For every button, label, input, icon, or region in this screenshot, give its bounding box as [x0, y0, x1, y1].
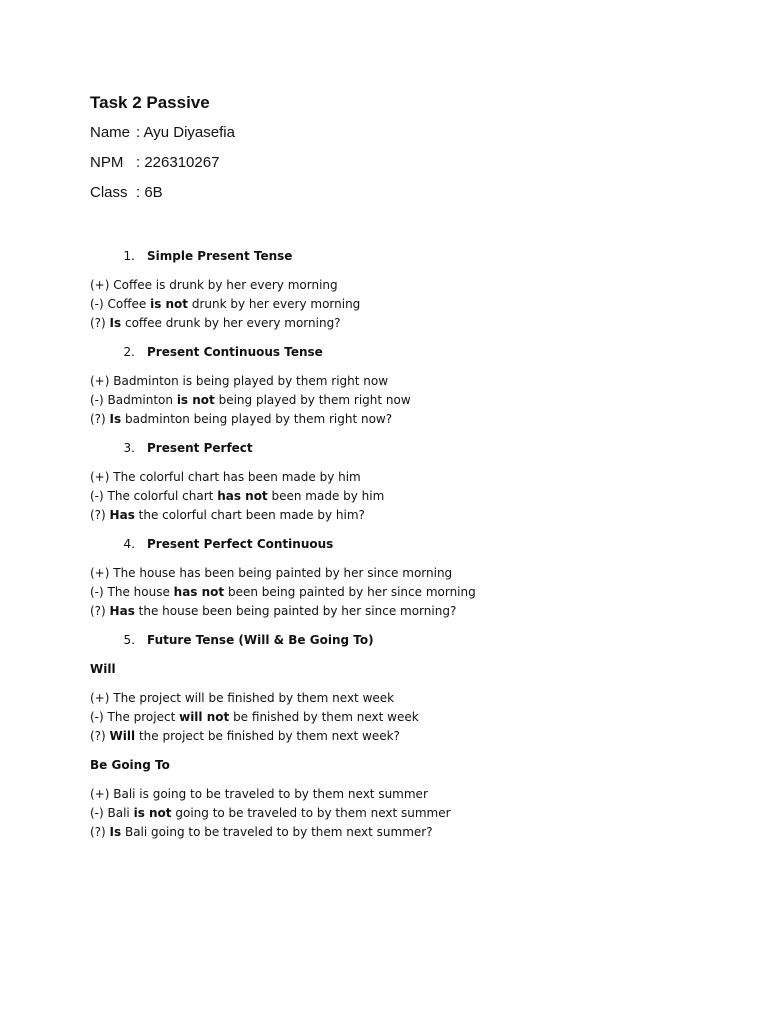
subsection-heading: Be Going To	[90, 758, 170, 772]
sentence-group	[90, 785, 710, 842]
section-number: 5.	[123, 633, 135, 647]
sentence-negative	[90, 708, 710, 727]
sentence-negative	[90, 295, 710, 314]
sentence-text: the house been being painted by her since morning?	[134, 604, 457, 618]
sentence-keyword: Is	[109, 316, 122, 330]
sentence-group	[90, 468, 710, 525]
sentence-text: drunk by her every morning	[188, 297, 361, 311]
section-number: 4.	[123, 537, 135, 551]
sentence-group	[90, 276, 710, 333]
section-title: Present Continuous Tense	[147, 345, 323, 359]
sentence-text: (-) Bali	[90, 806, 134, 820]
sentence-text: going to be traveled to by them next summer	[171, 806, 451, 820]
sentence-text: (+) The project will be finished by them next week	[90, 691, 395, 705]
section-number: 3.	[123, 441, 135, 455]
sentence-positive	[90, 564, 710, 583]
info-npm-row	[90, 153, 710, 173]
sentence-text: (+) Bali is going to be traveled to by them next summer	[90, 787, 428, 801]
sentence-question	[90, 602, 710, 621]
sentence-negative	[90, 804, 710, 823]
name-label: Name	[90, 124, 131, 141]
section-title: Present Perfect	[147, 441, 253, 455]
document-page	[90, 92, 710, 852]
info-name-row	[90, 123, 710, 143]
sentence-keyword: is not	[176, 393, 215, 407]
sentence-text: (?)	[90, 412, 110, 426]
sentence-text: been being painted by her since morning	[224, 585, 476, 599]
sentence-keyword: has not	[173, 585, 225, 599]
sentence-text: (?)	[90, 729, 110, 743]
npm-value: : 226310267	[136, 154, 220, 171]
sentence-text: been made by him	[267, 489, 385, 503]
name-value: : Ayu Diyasefia	[136, 124, 235, 141]
sentence-text: being played by them right now	[214, 393, 411, 407]
section-heading	[90, 343, 710, 362]
sentence-text: (+) The colorful chart has been made by him	[90, 470, 361, 484]
sentence-keyword: is not	[133, 806, 172, 820]
sentence-text: (+) Badminton is being played by them right now	[90, 374, 389, 388]
sentence-text: (-) The project	[90, 710, 180, 724]
section-title: Simple Present Tense	[147, 249, 293, 263]
sentence-negative	[90, 391, 710, 410]
sentence-text: the colorful chart been made by him?	[134, 508, 365, 522]
sentence-group	[90, 564, 710, 621]
sentence-text: (-) The house	[90, 585, 174, 599]
sentence-positive	[90, 372, 710, 391]
section-number: 1.	[123, 249, 135, 263]
sentence-keyword: is not	[150, 297, 189, 311]
sentence-text: (?)	[90, 316, 110, 330]
sentence-question	[90, 410, 710, 429]
section-title: Future Tense (Will & Be Going To)	[147, 633, 374, 647]
section-title: Present Perfect Continuous	[147, 537, 334, 551]
sentence-keyword: Is	[109, 825, 122, 839]
sentence-question	[90, 314, 710, 333]
sentence-text: the project be finished by them next week?	[135, 729, 400, 743]
sentence-text: (+) Coffee is drunk by her every morning	[90, 278, 338, 292]
sentence-group	[90, 372, 710, 429]
sentence-positive	[90, 689, 710, 708]
sentence-text: (?)	[90, 508, 110, 522]
sentence-question	[90, 823, 710, 842]
sentence-text: (+) The house has been being painted by her since morning	[90, 566, 453, 580]
sentence-group	[90, 689, 710, 746]
subsection-heading: Will	[90, 662, 116, 676]
section-heading	[90, 631, 710, 650]
sentence-negative	[90, 583, 710, 602]
sentence-keyword: Will	[109, 729, 136, 743]
sentence-keyword: Has	[109, 508, 135, 522]
spacer	[90, 213, 710, 247]
sentence-positive	[90, 785, 710, 804]
class-label: Class	[90, 184, 128, 201]
sentence-keyword: Is	[109, 412, 122, 426]
section-heading	[90, 247, 710, 266]
section-heading	[90, 535, 710, 554]
sentence-text: (-) Badminton	[90, 393, 177, 407]
sentence-text: Bali going to be traveled to by them next summer?	[121, 825, 433, 839]
sentence-text: coffee drunk by her every morning?	[121, 316, 341, 330]
section-number: 2.	[123, 345, 135, 359]
sentence-text: be finished by them next week	[229, 710, 419, 724]
npm-label: NPM	[90, 154, 124, 171]
document-title: Task 2 Passive	[90, 93, 210, 112]
class-value: : 6B	[136, 184, 163, 201]
sentence-negative	[90, 487, 710, 506]
sentence-text: badminton being played by them right now?	[121, 412, 393, 426]
sentence-keyword: will not	[179, 710, 230, 724]
sentence-positive	[90, 276, 710, 295]
section-heading	[90, 439, 710, 458]
sentence-text: (-) The colorful chart	[90, 489, 218, 503]
sentence-question	[90, 506, 710, 525]
sentence-keyword: Has	[109, 604, 135, 618]
info-class-row	[90, 183, 710, 203]
sentence-text: (?)	[90, 604, 110, 618]
sentence-text: (-) Coffee	[90, 297, 151, 311]
sentence-text: (?)	[90, 825, 110, 839]
sentence-keyword: has not	[217, 489, 268, 503]
sentence-question	[90, 727, 710, 746]
sentence-positive	[90, 468, 710, 487]
